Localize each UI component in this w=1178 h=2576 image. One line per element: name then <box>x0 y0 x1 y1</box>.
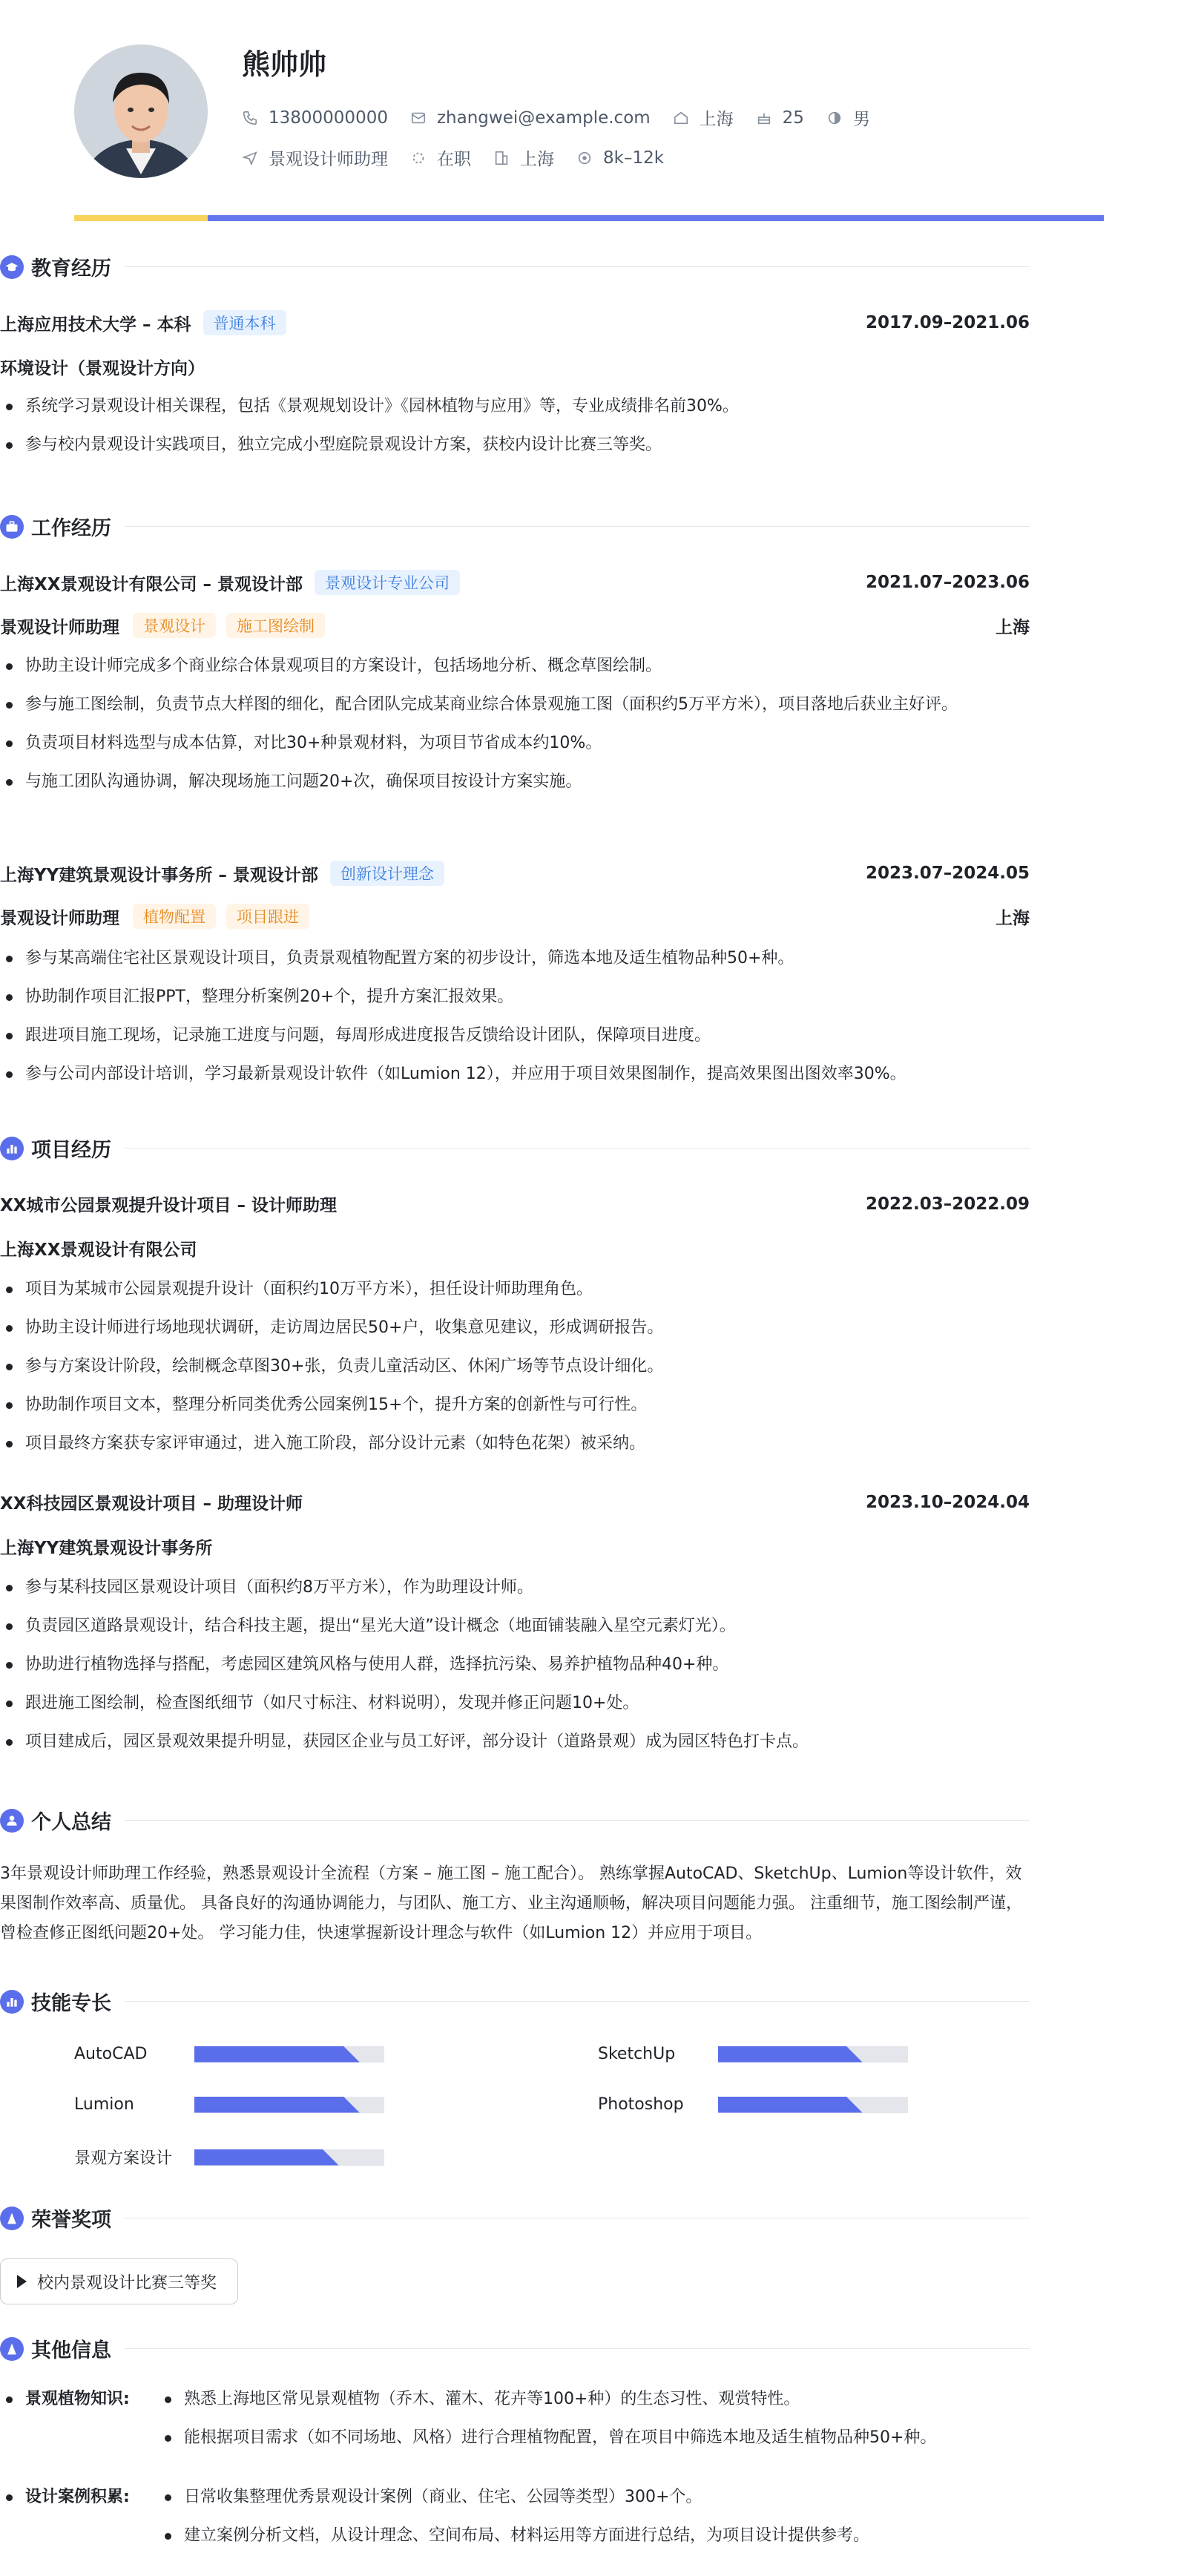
list-item: 参与公司内部设计培训，学习最新景观设计软件（如Lumion 12），并应用于项目效果图制作，提高效果图出图效率30%。 <box>0 1059 1030 1089</box>
section-education: 教育经历 <box>0 252 1030 281</box>
user-icon <box>0 1809 24 1833</box>
list-item: 熟悉上海地区常见景观植物（乔木、灌木、花卉等100+种）的生态习性、观赏特性。 <box>159 2385 1030 2414</box>
list-item: 负责园区道路景观设计，结合科技主题，提出“星光大道”设计概念（地面铺装融入星空元素灯光）。 <box>0 1611 1030 1641</box>
education-major: 环境设计（景观设计方向） <box>0 359 205 378</box>
section-other: 其他信息 <box>0 2334 1030 2363</box>
section-skills: 技能专长 <box>0 1987 1030 2016</box>
project-2-org: 上海YY建筑景观设计事务所 <box>0 1539 213 1558</box>
header-accent-bar <box>74 215 1104 221</box>
job-1-tag-2: 施工图绘制 <box>226 613 325 638</box>
list-item: 跟进项目施工现场，记录施工进度与问题，每周形成进度报告反馈给设计团队，保障项目进度。 <box>0 1021 1030 1051</box>
list-item: 项目为某城市公园景观提升设计（面积约10万平方米），担任设计师助理角色。 <box>0 1275 1030 1304</box>
education-major-row <box>0 355 1030 379</box>
job-2-role-row <box>0 904 1030 929</box>
skill-photoshop: Photoshop <box>598 2095 908 2114</box>
section-projects: 项目经历 <box>0 1134 1030 1163</box>
list-item: 能根据项目需求（如不同场地、风格）进行合理植物配置，曾在项目中筛选本地及适生植物品种50+种。 <box>159 2423 1030 2453</box>
contact-row <box>242 105 892 130</box>
list-item: 系统学习景观设计相关课程，包括《景观规划设计》《园林植物与应用》等，专业成绩排名前30%。 <box>0 392 1030 421</box>
other-group-label: 景观植物知识: <box>0 2385 130 2414</box>
project-1-org: 上海XX景观设计有限公司 <box>0 1241 197 1260</box>
job-1-role: 景观设计师助理 <box>0 617 119 637</box>
list-item: 参与施工图绘制，负责节点大样图的细化，配合团队完成某商业综合体景观施工图（面积约5万平方米），项目落地后获业主好评。 <box>0 690 1030 720</box>
job-1-company-tag: 景观设计专业公司 <box>315 570 460 595</box>
cake-icon <box>756 110 772 126</box>
school-tag: 普通本科 <box>203 310 286 335</box>
section-work: 工作经历 <box>0 512 1030 541</box>
job-2-company-tag: 创新设计理念 <box>330 861 444 886</box>
list-item: 参与某高端住宅社区景观设计项目，负责景观植物配置方案的初步设计，筛选本地及适生植物品种50+种。 <box>0 944 1030 973</box>
list-item: 与施工团队沟通协调，解决现场施工问题20+次，确保项目按设计方案实施。 <box>0 767 1030 797</box>
phone-text: 13800000000 <box>269 108 388 128</box>
list-item: 跟进施工图绘制，检查图纸细节（如尺寸标注、材料说明），发现并修正问题10+处。 <box>0 1689 1030 1718</box>
job-1-company: 上海XX景观设计有限公司 – 景观设计部 <box>0 574 303 594</box>
job-2-tag-2: 项目跟进 <box>226 904 309 929</box>
list-item: 协助主设计师进行场地现状调研，走访周边居民50+户，收集意见建议，形成调研报告。 <box>0 1313 1030 1343</box>
job-1-place: 上海 <box>996 617 1030 637</box>
job-1-role-row <box>0 613 1030 638</box>
skill-bar <box>718 2046 908 2063</box>
skill-bar <box>194 2149 384 2166</box>
email-item <box>410 108 651 128</box>
send-icon <box>242 150 258 166</box>
project-2-org-row <box>0 1534 1030 1559</box>
other-group-plants <box>0 2385 1030 2462</box>
summary-text: 3年景观设计师助理工作经验，熟悉景观设计全流程（方案 – 施工图 – 施工配合）。 熟练掌握AutoCAD、SketchUp、Lumion等设计软件，效果图制作效率高、质量优。 具备良好的沟通协调能力，与团队、施工方、业主沟通顺畅，解决项目问题能力强。 注重细节，施工图绘制严谨，曾检查修正图纸问题20+处。 学习能力佳，快速掌握新设计理念与软件（如Lumion 12）并应用于项目。 <box>0 1864 1022 1942</box>
education-bullets <box>0 392 1030 469</box>
position-text: 景观设计师助理 <box>269 150 388 169</box>
skill-bar <box>718 2097 908 2113</box>
position-item <box>242 145 388 170</box>
bar-chart-icon <box>0 1990 24 2014</box>
target-city-item <box>493 145 554 170</box>
status-item <box>410 145 471 170</box>
bar-chart-icon <box>0 1137 24 1160</box>
job-2-role: 景观设计师助理 <box>0 908 119 928</box>
age-text: 25 <box>782 108 804 128</box>
skill-bar <box>194 2097 384 2113</box>
skill-lumion: Lumion <box>74 2095 384 2114</box>
gender-text: 男 <box>852 110 870 129</box>
school-name: 上海应用技术大学 – 本科 <box>0 315 191 335</box>
job-2-date: 2023.07–2024.05 <box>865 864 1030 883</box>
skill-sketchup: SketchUp <box>598 2045 908 2063</box>
job-1-bullets <box>0 651 1030 806</box>
project-2-bullets <box>0 1573 1030 1766</box>
avatar <box>74 45 208 178</box>
job-2-tag-1: 植物配置 <box>133 904 216 929</box>
list-item: 负责项目材料选型与成本估算，对比30+种景观材料，为项目节省成本约10%。 <box>0 729 1030 758</box>
candidate-name: 熊帅帅 <box>242 48 327 81</box>
job-2-company: 上海YY建筑景观设计事务所 – 景观设计部 <box>0 865 318 885</box>
salary-text: 8k–12k <box>603 148 665 168</box>
other-group-cases <box>0 2483 1030 2560</box>
education-head <box>0 310 1030 335</box>
loading-icon <box>410 150 427 166</box>
job-1-tag-1: 景观设计 <box>133 613 216 638</box>
gender-item <box>826 105 870 130</box>
project-1-date: 2022.03–2022.09 <box>865 1194 1030 1214</box>
phone-item <box>242 108 388 128</box>
list-item: 项目建成后，园区景观效果提升明显，获园区企业与员工好评，部分设计（道路景观）成为园区特色打卡点。 <box>0 1727 1030 1757</box>
list-item: 建立案例分析文档，从设计理念、空间布局、材料运用等方面进行总结，为项目设计提供参考。 <box>159 2521 1030 2551</box>
job-1-head <box>0 570 1030 595</box>
job-1-date: 2021.07–2023.06 <box>865 573 1030 592</box>
project-2-name: XX科技园区景观设计项目 – 助理设计师 <box>0 1494 303 1514</box>
skill-autocad: AutoCAD <box>74 2045 384 2063</box>
gender-icon <box>826 110 843 126</box>
section-summary: 个人总结 <box>0 1806 1030 1835</box>
coin-icon <box>576 150 593 166</box>
job-intent-row <box>242 145 686 170</box>
project-1-head <box>0 1192 1030 1216</box>
education-date: 2017.09–2021.06 <box>865 313 1030 332</box>
section-awards: 荣誉奖项 <box>0 2204 1030 2232</box>
list-item: 参与校内景观设计实践项目，独立完成小型庭院景观设计方案，获校内设计比赛三等奖。 <box>0 430 1030 460</box>
home-icon <box>673 110 689 126</box>
city-item <box>673 105 734 130</box>
age-item <box>756 108 804 128</box>
award-item-toggle[interactable] <box>0 2258 238 2304</box>
info-icon <box>0 2337 24 2361</box>
project-1-org-row <box>0 1236 1030 1261</box>
status-text: 在职 <box>437 150 471 169</box>
skill-landscape-design: 景观方案设计 <box>74 2146 384 2169</box>
list-item: 协助进行植物选择与搭配，考虑园区建筑风格与使用人群，选择抗污染、易养护植物品种40+种。 <box>0 1650 1030 1680</box>
graduation-cap-icon <box>0 255 24 279</box>
phone-icon <box>242 110 258 126</box>
project-1-bullets <box>0 1275 1030 1468</box>
building-icon <box>493 150 510 166</box>
resume-header <box>74 0 1104 220</box>
award-label: 校内景观设计比赛三等奖 <box>37 2273 217 2293</box>
mail-icon <box>410 110 427 126</box>
list-item: 协助主设计师完成多个商业综合体景观项目的方案设计，包括场地分析、概念草图绘制。 <box>0 651 1030 681</box>
list-item: 参与某科技园区景观设计项目（面积约8万平方米），作为助理设计师。 <box>0 1573 1030 1603</box>
list-item: 日常收集整理优秀景观设计案例（商业、住宅、公园等类型）300+个。 <box>159 2483 1030 2512</box>
skill-bar <box>194 2046 384 2063</box>
list-item: 协助制作项目文本，整理分析同类优秀公园案例15+个，提升方案的创新性与可行性。 <box>0 1390 1030 1420</box>
job-2-head <box>0 861 1030 886</box>
salary-item <box>576 148 664 168</box>
project-2-head <box>0 1490 1030 1514</box>
city-text: 上海 <box>699 110 734 129</box>
briefcase-icon <box>0 515 24 539</box>
job-2-place: 上海 <box>996 908 1030 928</box>
target-city-text: 上海 <box>520 150 554 169</box>
project-2-date: 2023.10–2024.04 <box>865 1492 1030 1512</box>
job-2-bullets <box>0 944 1030 1098</box>
other-group-label: 设计案例积累: <box>0 2483 130 2512</box>
email-text: zhangwei@example.com <box>436 108 651 128</box>
medal-icon <box>0 2207 24 2230</box>
list-item: 项目最终方案获专家评审通过，进入施工阶段，部分设计元素（如特色花架）被采纳。 <box>0 1429 1030 1459</box>
play-icon <box>17 2275 27 2288</box>
list-item: 协助制作项目汇报PPT，整理分析案例20+个，提升方案汇报效果。 <box>0 982 1030 1012</box>
project-1-name: XX城市公园景观提升设计项目 – 设计师助理 <box>0 1196 337 1215</box>
list-item: 参与方案设计阶段，绘制概念草图30+张，负责儿童活动区、休闲广场等节点设计细化。 <box>0 1352 1030 1381</box>
